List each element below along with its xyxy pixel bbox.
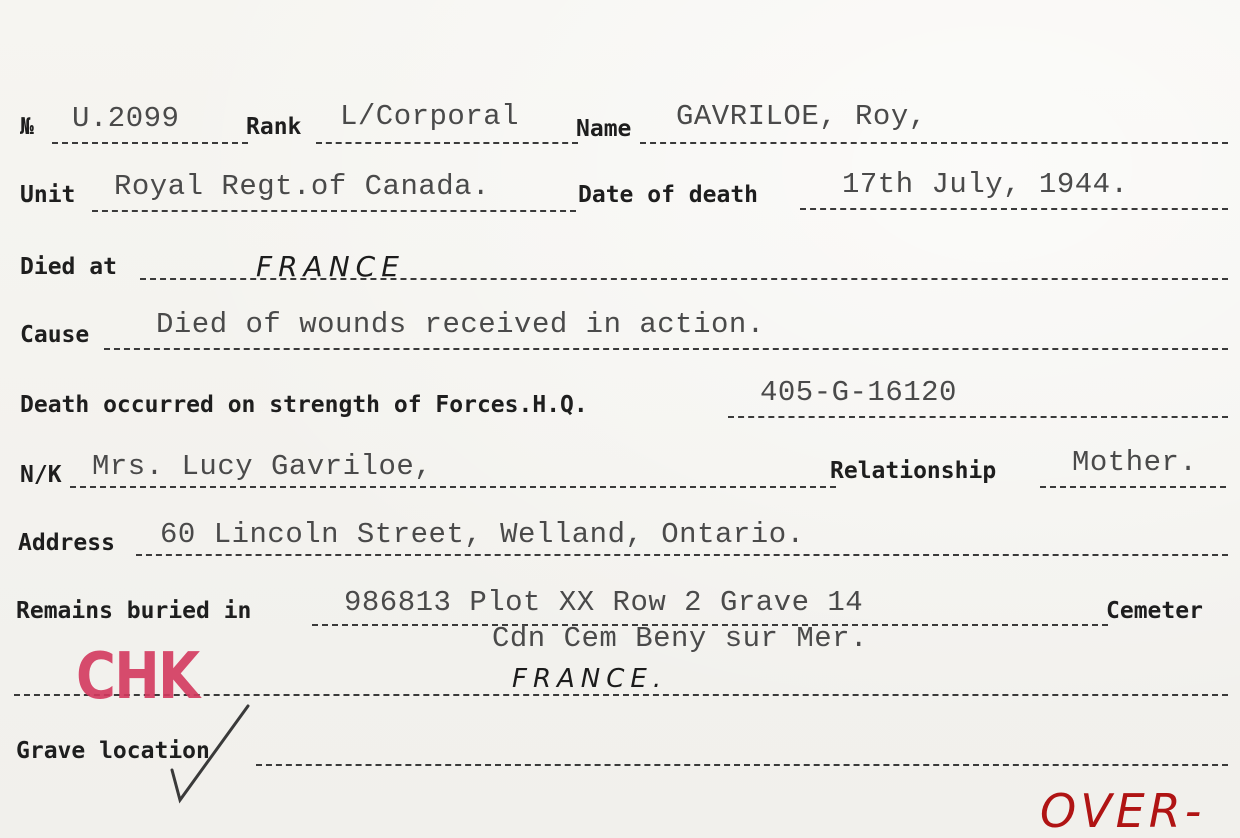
address-label: Address [18,530,115,556]
rank-label: Rank [246,114,302,140]
cemetery-label: Cemeter [1106,598,1203,624]
strength-line [728,416,1228,418]
grave-location-label: Grave location [16,738,210,764]
name-value: GAVRILOE, Roy, [676,100,927,133]
address-line [136,554,1228,556]
no-value: U.2099 [72,102,180,135]
unit-line [92,210,576,212]
country-value: FRANCE. [512,664,668,694]
next-of-kin-value: Mrs. Lucy Gavriloe, [92,450,433,483]
chk-stamp: CHK [76,640,199,714]
date-of-death-value: 17th July, 1944. [842,168,1129,201]
address-value: 60 Lincoln Street, Welland, Ontario. [160,518,805,551]
next-of-kin-line [70,486,836,488]
unit-value: Royal Regt.of Canada. [114,170,490,203]
cemetery-value: Cdn Cem Beny sur Mer. [492,622,868,655]
cause-label: Cause [20,322,90,348]
date-of-death-label: Date of death [578,182,759,208]
remains-label: Remains buried in [16,598,252,624]
relationship-line [1040,486,1226,488]
cause-line [104,348,1228,350]
checkmark-icon [170,700,260,810]
date-line [800,208,1228,210]
name-label: Name [576,116,632,142]
rank-value: L/Corporal [340,100,520,133]
relationship-label: Relationship [830,458,997,484]
died-at-value: FRANCE [256,250,405,283]
remains-value: 986813 Plot XX Row 2 Grave 14 [344,586,864,619]
over-annotation: OVER- [1040,784,1206,838]
strength-value: 405-G-16120 [760,376,957,409]
strength-label: Death occurred on strength of Forces.H.Q. [20,392,588,418]
unit-label: Unit [20,182,76,208]
no-label: № [20,114,34,140]
name-line [640,142,1228,144]
next-of-kin-label: N/K [20,462,62,488]
rank-line [316,142,578,144]
no-line [52,142,248,144]
cause-value: Died of wounds received in action. [156,308,765,341]
died-at-label: Died at [20,254,117,280]
died-at-line [140,278,1228,280]
grave-location-line [256,764,1228,766]
relationship-value: Mother. [1072,446,1198,479]
